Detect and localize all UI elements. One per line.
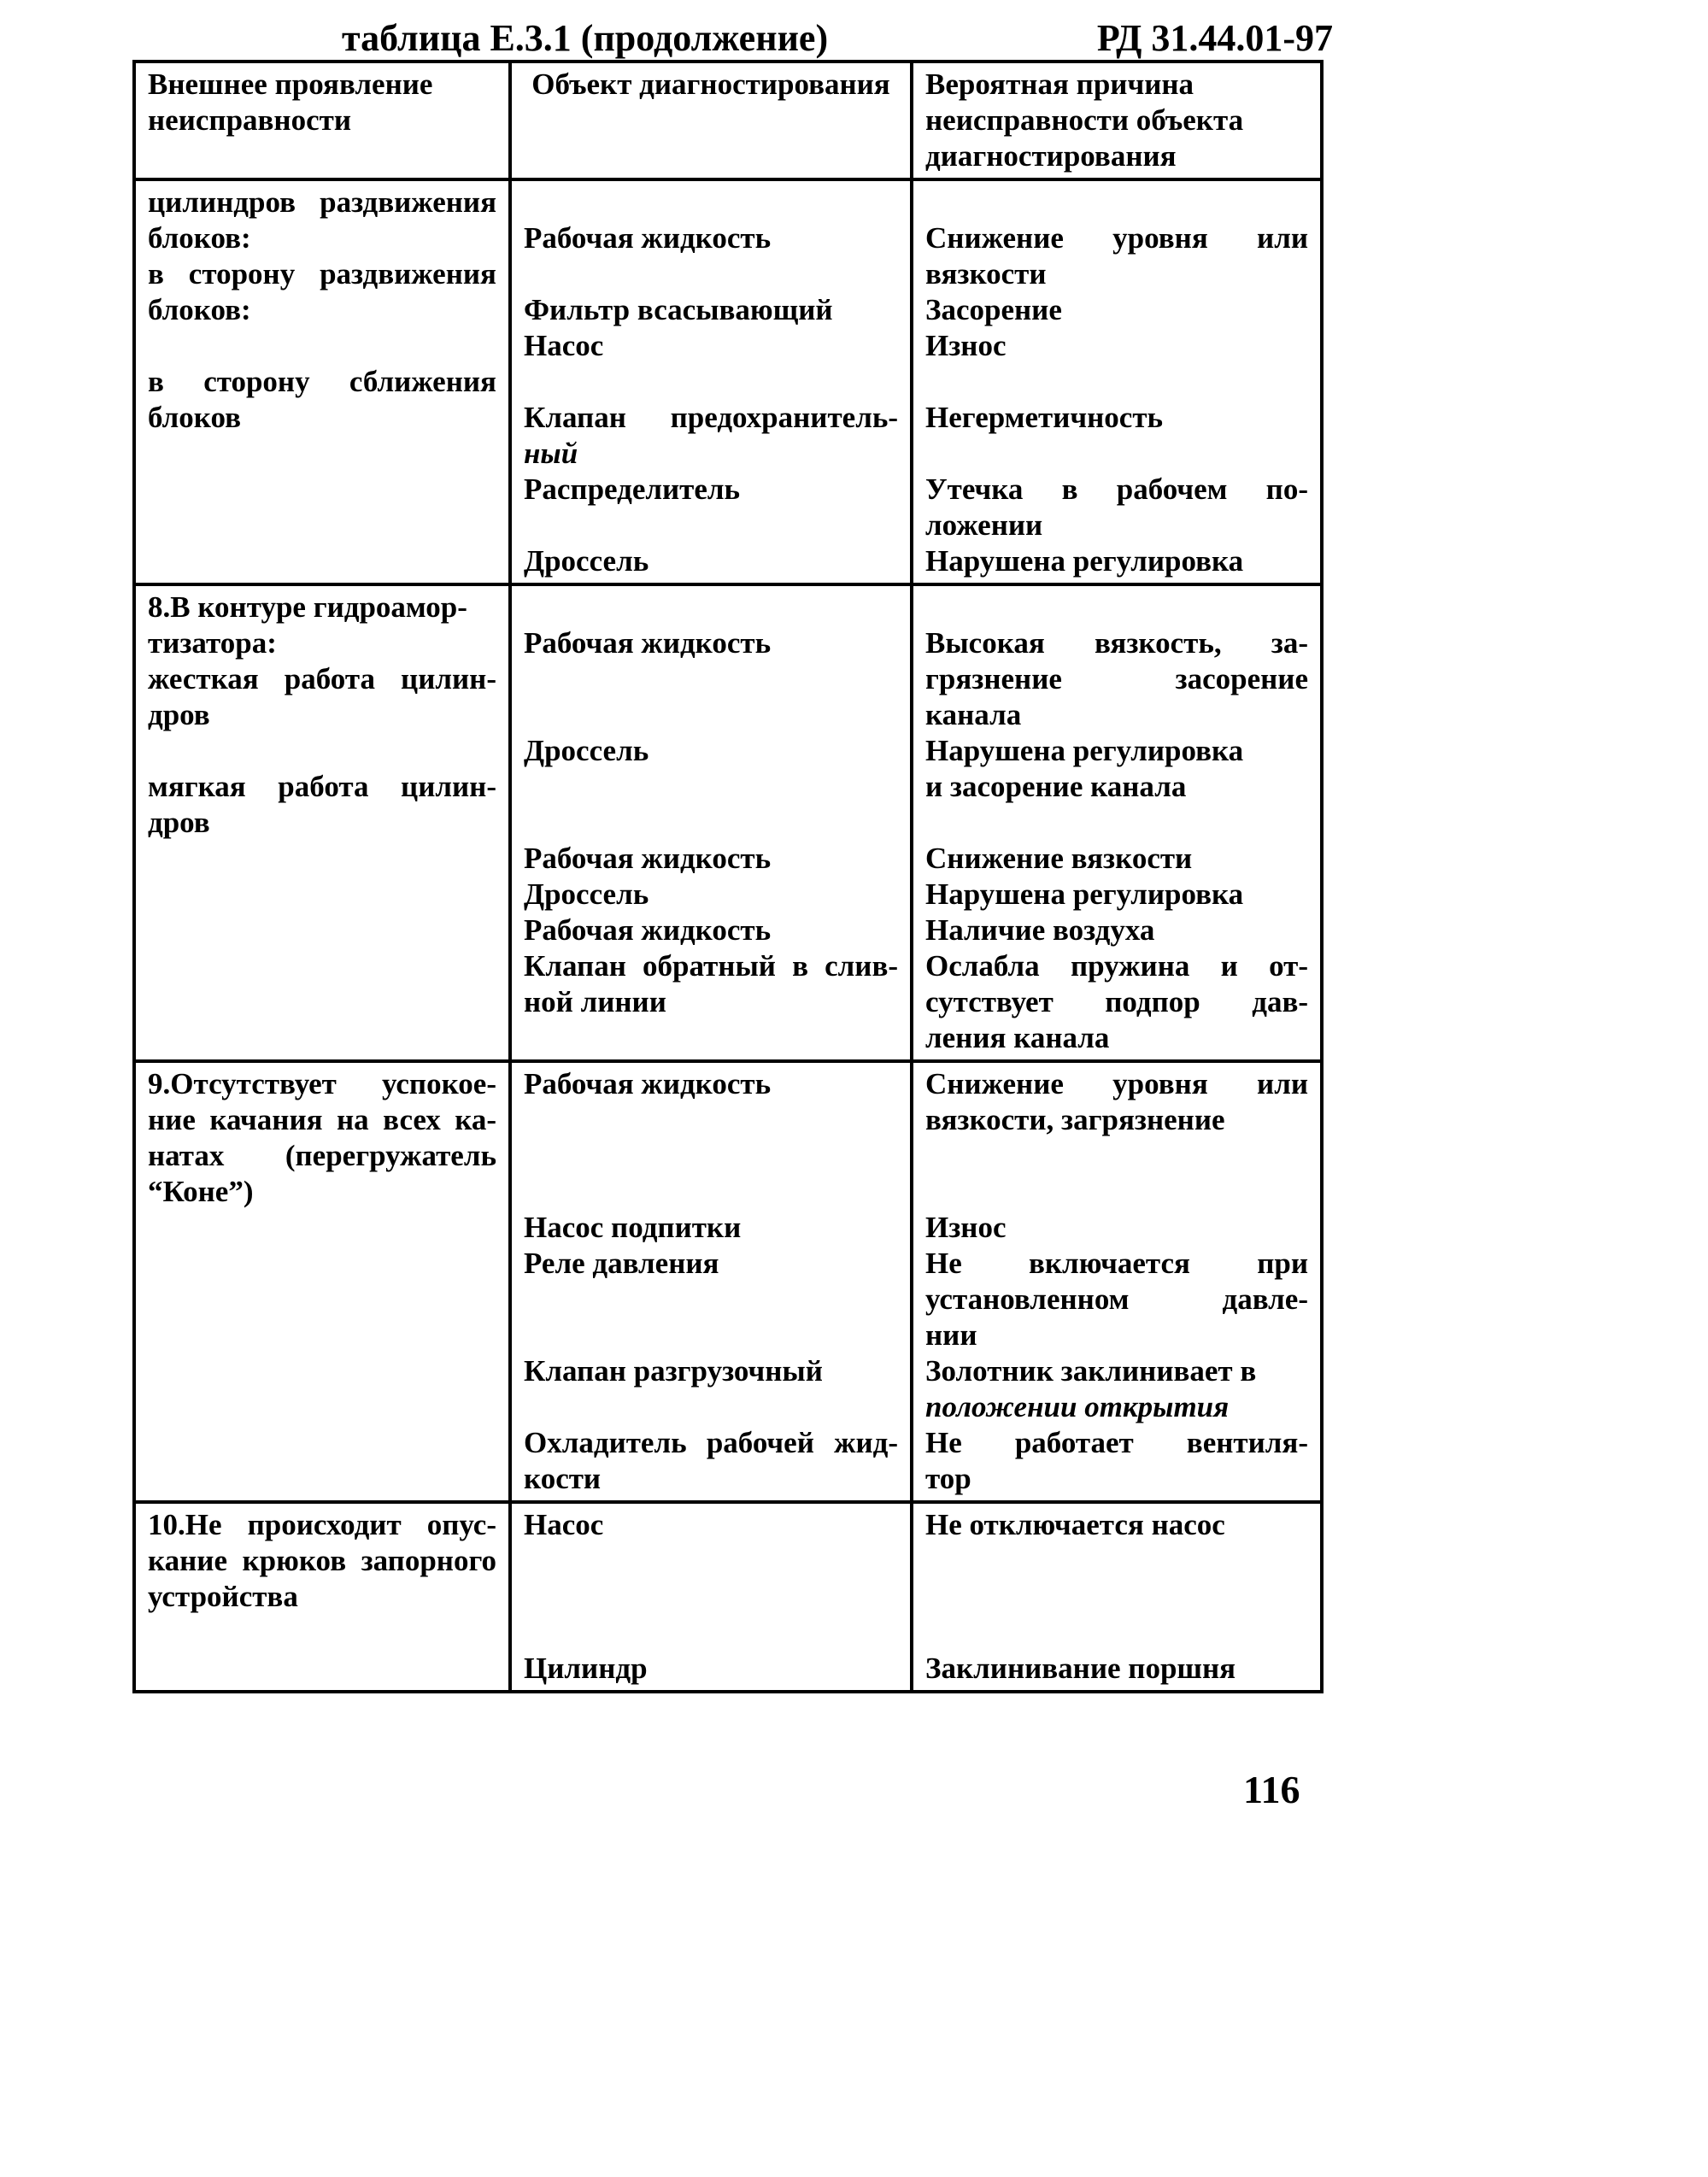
cell-line: блоков: [148, 221, 251, 255]
cell-line: Засорение [925, 293, 1062, 326]
cell-line: устройства [148, 1580, 298, 1613]
table-row [134, 1061, 1322, 1502]
column-header-cause: Вероятная причина неисправности объекта диагностирования [912, 62, 1322, 179]
cell-line: дров [148, 806, 210, 839]
cell-line: установленном давле- [925, 1282, 1308, 1316]
cell-line: кание крюков запорного [148, 1544, 496, 1577]
cell-line: ления канала [925, 1021, 1110, 1054]
column-header-symptom: Внешнее проявление неисправности [134, 62, 510, 179]
cell-line: Не отключается насос [925, 1508, 1225, 1541]
cell-line: Наличие воздуха [925, 913, 1155, 947]
cell-line: Нарушена регулировка [925, 877, 1244, 911]
cell-line: вязкости, загрязнение [925, 1103, 1225, 1136]
table-caption: таблица Е.3.1 (продолжение) [342, 17, 829, 59]
cell-line: Насос подпитки [524, 1211, 742, 1244]
cell-line: кости [524, 1462, 602, 1495]
cell-line: Распределитель [524, 472, 741, 506]
cell-line: Цилиндр [524, 1652, 648, 1685]
cell-line: Не включается при [925, 1247, 1308, 1280]
cell-line: Охладитель рабочей жид- [524, 1426, 898, 1459]
table-header-row [134, 62, 1322, 179]
cell-line: сутствует подпор дав- [925, 985, 1308, 1018]
cause-cell [912, 584, 1322, 1061]
cause-cell [912, 1061, 1322, 1502]
cell-line: Износ [925, 1211, 1007, 1244]
document-number: РД 31.44.01-97 [1096, 17, 1333, 59]
symptom-cell [134, 1502, 510, 1692]
cell-line: натах (перегружатель [148, 1139, 496, 1172]
cell-line: ние качания на всех ка- [148, 1103, 496, 1136]
cell-line: Высокая вязкость, за- [925, 626, 1308, 660]
cell-line: Рабочая жидкость [524, 1067, 772, 1100]
symptom-cell [134, 1061, 510, 1502]
cell-line: Нарушена регулировка [925, 734, 1244, 767]
cell-line: Снижение вязкости [925, 842, 1193, 875]
cell-line: мягкая работа цилин- [148, 770, 496, 803]
page-header [342, 15, 1333, 62]
page-number: 116 [1243, 1768, 1300, 1811]
cell-line: Рабочая жидкость [524, 842, 772, 875]
cell-line: Дроссель [524, 734, 649, 767]
cell-line: и засорение канала [925, 770, 1187, 803]
cause-cell [912, 1502, 1322, 1692]
table-row [134, 1502, 1322, 1692]
symptom-cell [134, 584, 510, 1061]
object-cell [510, 179, 912, 584]
cell-line: блоков: [148, 293, 251, 326]
cell-line: 9.Отсутствует успокое- [148, 1067, 496, 1100]
object-cell [510, 1061, 912, 1502]
cell-line: ложении [925, 508, 1043, 542]
cell-line: Износ [925, 329, 1007, 362]
cell-line: Дроссель [524, 877, 649, 911]
cause-cell [912, 179, 1322, 584]
object-cell [510, 584, 912, 1061]
cell-line: тизатора: [148, 626, 277, 660]
cell-line: ный [524, 437, 578, 470]
object-cell [510, 1502, 912, 1692]
cell-line: грязнение засорение [925, 662, 1308, 695]
cell-line: Утечка в рабочем по- [925, 472, 1308, 506]
cell-line: Не работает вентиля- [925, 1426, 1308, 1459]
table-row [134, 179, 1322, 584]
cell-line: Снижение уровня или [925, 221, 1308, 255]
column-header-object: Объект диагностирования [510, 62, 912, 179]
cell-line: Ослабла пружина и от- [925, 949, 1308, 983]
cell-line: тор [925, 1462, 971, 1495]
cell-line: 8.В контуре гидроамор- [148, 590, 467, 624]
cell-line: в сторону сближения [148, 365, 496, 398]
cell-line: Заклинивание поршня [925, 1652, 1236, 1685]
cell-line: Рабочая жидкость [524, 221, 772, 255]
cell-line: Нарушена регулировка [925, 544, 1244, 578]
cell-line: Дроссель [524, 544, 649, 578]
cell-line: положении открытия [925, 1390, 1230, 1423]
diagnostics-table [132, 60, 1324, 1693]
cell-line: цилиндров раздвижения [148, 185, 496, 219]
cell-line: Рабочая жидкость [524, 626, 772, 660]
symptom-cell [134, 179, 510, 584]
cell-line: Снижение уровня или [925, 1067, 1308, 1100]
cell-line: Клапан разгрузочный [524, 1354, 823, 1388]
cell-line: Насос [524, 1508, 604, 1541]
cell-line: нии [925, 1318, 977, 1352]
cell-line: дров [148, 698, 210, 731]
cell-line: в сторону раздвижения [148, 257, 496, 290]
cell-line: Фильтр всасывающий [524, 293, 833, 326]
cell-line: “Коне”) [148, 1175, 254, 1208]
cell-line: жесткая работа цилин- [148, 662, 496, 695]
cell-line: канала [925, 698, 1022, 731]
table-row [134, 584, 1322, 1061]
cell-line: Рабочая жидкость [524, 913, 772, 947]
cell-line: ной линии [524, 985, 666, 1018]
cell-line: Золотник заклинивает в [925, 1354, 1257, 1388]
cell-line: Негерметичность [925, 401, 1164, 434]
cell-line: Клапан обратный в слив- [524, 949, 898, 983]
cell-line: Клапан предохранитель- [524, 401, 898, 434]
cell-line: блоков [148, 401, 241, 434]
cell-line: вязкости [925, 257, 1047, 290]
cell-line: Реле давления [524, 1247, 719, 1280]
cell-line: Насос [524, 329, 604, 362]
cell-line: 10.Не происходит опус- [148, 1508, 496, 1541]
